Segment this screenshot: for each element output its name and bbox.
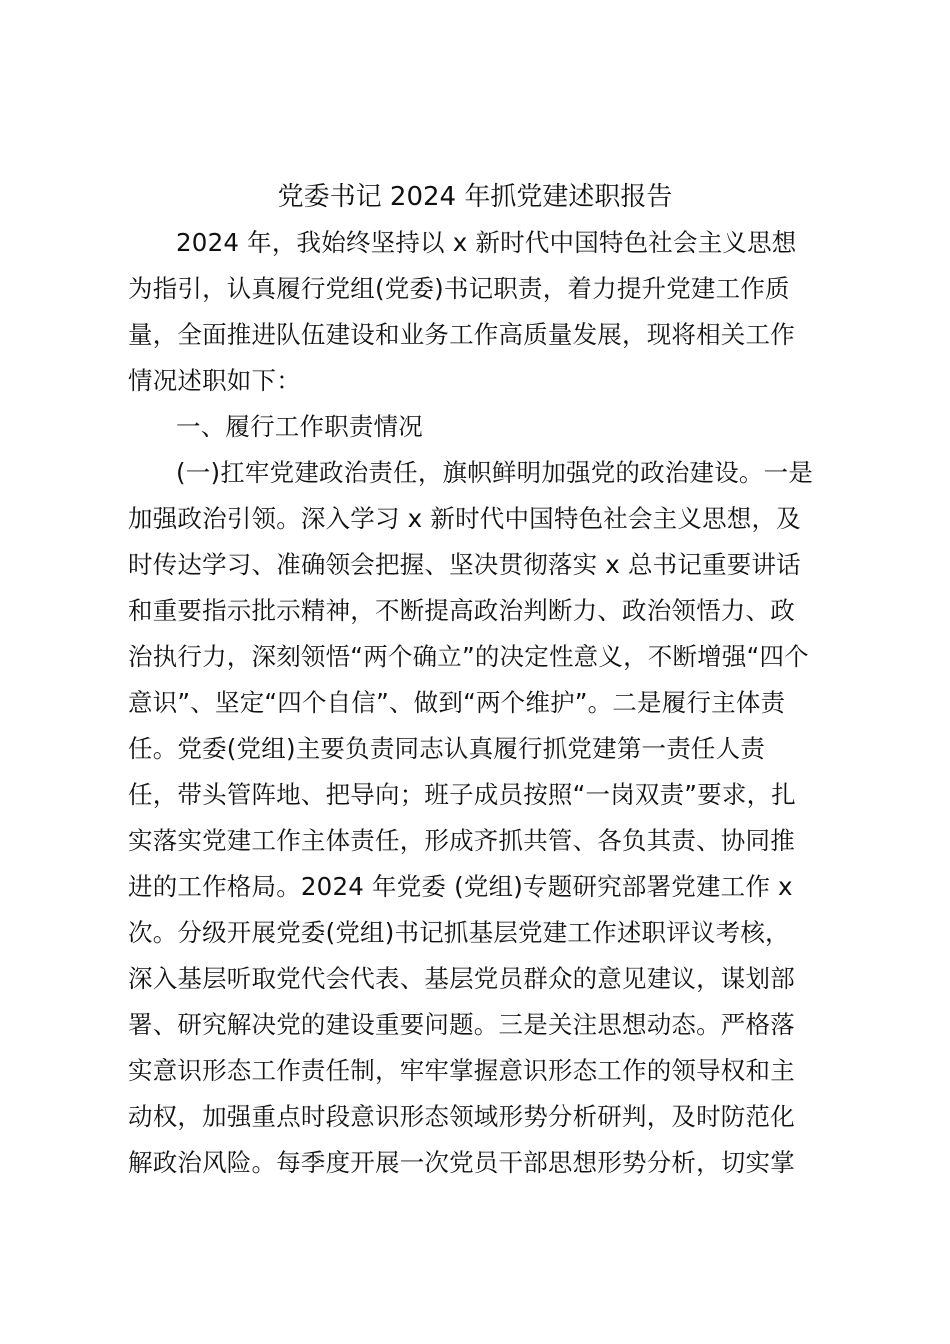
body-line-7: 任。党委(党组)主要负责同志认真履行抓党建第一责任人责 xyxy=(128,734,766,763)
intro-line-2: 为指引，认真履行党组(党委)书记职责，着力提升党建工作质 xyxy=(128,274,790,303)
body-line-2: 加强政治引领。深入学习 x 新时代中国特色社会主义思想，及 xyxy=(128,504,801,533)
body-line-3: 时传达学习、准确领会把握、坚决贯彻落实 x 总书记重要讲话 xyxy=(128,550,801,579)
body-line-11: 次。分级开展党委(党组)书记抓基层党建工作述职评议考核， xyxy=(128,918,790,947)
intro-line-4: 情况述职如下： xyxy=(128,366,301,395)
body-line-16: 解政治风险。每季度开展一次党员干部思想形势分析，切实掌 xyxy=(128,1148,795,1177)
intro-line-1: 2024 年，我始终坚持以 x 新时代中国特色社会主义思想 xyxy=(176,228,797,257)
body-line-10: 进的工作格局。2024 年党委 (党组)专题研究部署党建工作 x xyxy=(128,872,793,901)
body-line-13: 署、研究解决党的建设重要问题。三是关注思想动态。严格落 xyxy=(128,1010,795,1039)
intro-line-3: 量，全面推进队伍建设和业务工作高质量发展，现将相关工作 xyxy=(128,320,795,349)
body-line-12: 深入基层听取党代会代表、基层党员群众的意见建议，谋划部 xyxy=(128,964,795,993)
body-line-5: 治执行力，深刻领悟“两个确立”的决定性意义，不断增强“四个 xyxy=(128,642,809,671)
body-line-15: 动权，加强重点时段意识形态领域形势分析研判，及时防范化 xyxy=(128,1102,795,1131)
body-line-1: (一)扛牢党建政治责任，旗帜鲜明加强党的政治建设。一是 xyxy=(176,458,814,487)
body-line-8: 任，带头管阵地、把导向；班子成员按照“一岗双责”要求，扎 xyxy=(128,780,796,809)
section-heading: 一、履行工作职责情况 xyxy=(176,412,423,441)
body-line-6: 意识”、坚定“四个自信”、做到“两个维护”。二是履行主体责 xyxy=(128,688,786,717)
body-line-4: 和重要指示批示精神，不断提高政治判断力、政治领悟力、政 xyxy=(128,596,795,625)
body-line-9: 实落实党建工作主体责任，形成齐抓共管、各负其责、协同推 xyxy=(128,826,795,855)
body-line-14: 实意识形态工作责任制，牢牢掌握意识形态工作的领导权和主 xyxy=(128,1056,795,1085)
document-title: 党委书记 2024 年抓党建述职报告 xyxy=(277,182,673,212)
